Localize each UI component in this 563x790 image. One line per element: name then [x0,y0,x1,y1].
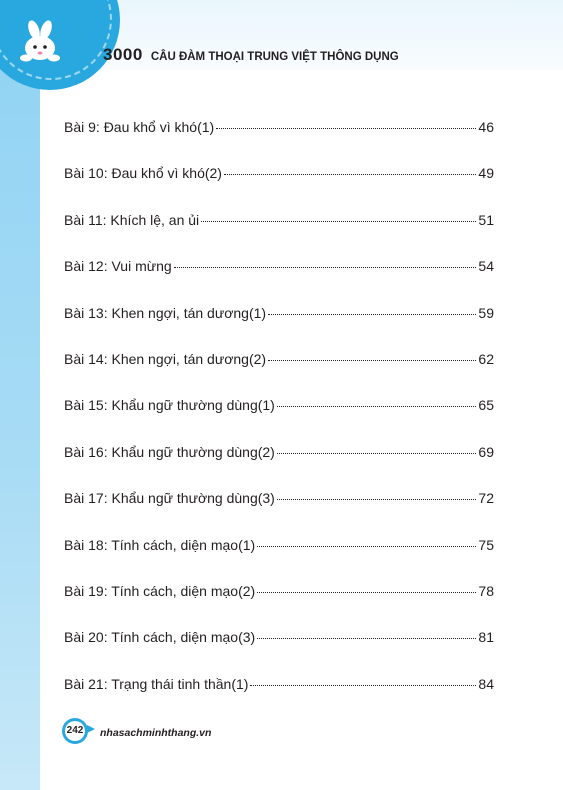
toc-row [64,158,494,204]
toc-dot-leader [277,499,477,500]
toc-entry-label: Bài 17: Khẩu ngữ thường dùng(3) [64,490,275,507]
toc-row [64,622,494,668]
page-badge [60,716,94,746]
bunny-mascot-icon [12,20,68,66]
toc-entry-label: Bài 14: Khen ngợi, tán dương(2) [64,350,267,367]
toc-entry-label: Bài 9: Đau khổ vì khó(1) [64,119,215,135]
toc-entry-label: Bài 10: Đau khổ vì khó(2) [64,165,222,182]
toc-page-number: 59 [478,304,494,321]
toc-page-number: 49 [478,165,494,182]
toc-entry-label: Bài 13: Khen ngợi, tán dương(1) [64,304,267,321]
toc-dot-leader [268,360,476,361]
toc-entry-label: Bài 15: Khẩu ngữ thường dùng(1) [64,397,275,414]
toc-dot-leader [268,314,476,315]
toc-row [64,669,494,715]
toc-dot-leader [216,128,476,129]
toc-dot-leader [257,546,476,547]
toc-entry-label: Bài 21: Trạng thái tinh thần(1) [64,675,249,692]
toc-entry-label: Bài 19: Tính cách, diện mạo(2) [64,582,256,599]
table-of-contents [64,112,494,715]
toc-dot-leader [174,267,477,268]
toc-row [64,298,494,344]
header-title [103,45,399,65]
toc-dot-leader [277,453,477,454]
toc-row [64,530,494,576]
toc-dot-leader [250,685,476,686]
toc-dot-leader [201,221,476,222]
toc-entry-label: Bài 18: Tính cách, diện mạo(1) [64,536,256,553]
toc-page-number: 51 [478,211,494,228]
toc-dot-leader [257,638,476,639]
website-label: nhasachminhthang.vn [100,727,212,739]
toc-dot-leader [257,592,476,593]
toc-page-number: 62 [478,350,494,367]
toc-row [64,205,494,251]
toc-page-number: 81 [478,629,494,646]
toc-page-number: 84 [478,675,494,692]
header-title-text: CÂU ĐÀM THOẠI TRUNG VIỆT THÔNG DỤNG [150,51,399,63]
toc-row [64,112,494,158]
toc-entry-label: Bài 16: Khẩu ngữ thường dùng(2) [64,443,275,460]
toc-row [64,344,494,390]
page-number: 242 [66,725,84,736]
toc-page-number: 54 [478,258,494,275]
toc-page-number: 72 [478,490,494,507]
toc-page-number: 78 [478,582,494,599]
toc-entry-label: Bài 20: Tính cách, diện mạo(3) [64,629,256,646]
toc-entry-label: Bài 12: Vui mừng [64,258,172,275]
toc-row [64,390,494,436]
toc-row [64,576,494,622]
toc-row [64,251,494,297]
toc-page-number: 75 [478,536,494,553]
toc-page-number: 69 [478,443,494,460]
footer [60,716,211,746]
header-arc [40,70,563,100]
toc-dot-leader [224,174,476,175]
toc-dot-leader [277,406,477,407]
toc-entry-label: Bài 11: Khích lệ, an ủi [64,211,200,228]
toc-row [64,483,494,529]
header-number: 3000 [103,45,143,64]
toc-row [64,437,494,483]
toc-page-number: 65 [478,397,494,414]
toc-page-number: 46 [478,119,494,135]
side-decor-strip [0,0,40,790]
